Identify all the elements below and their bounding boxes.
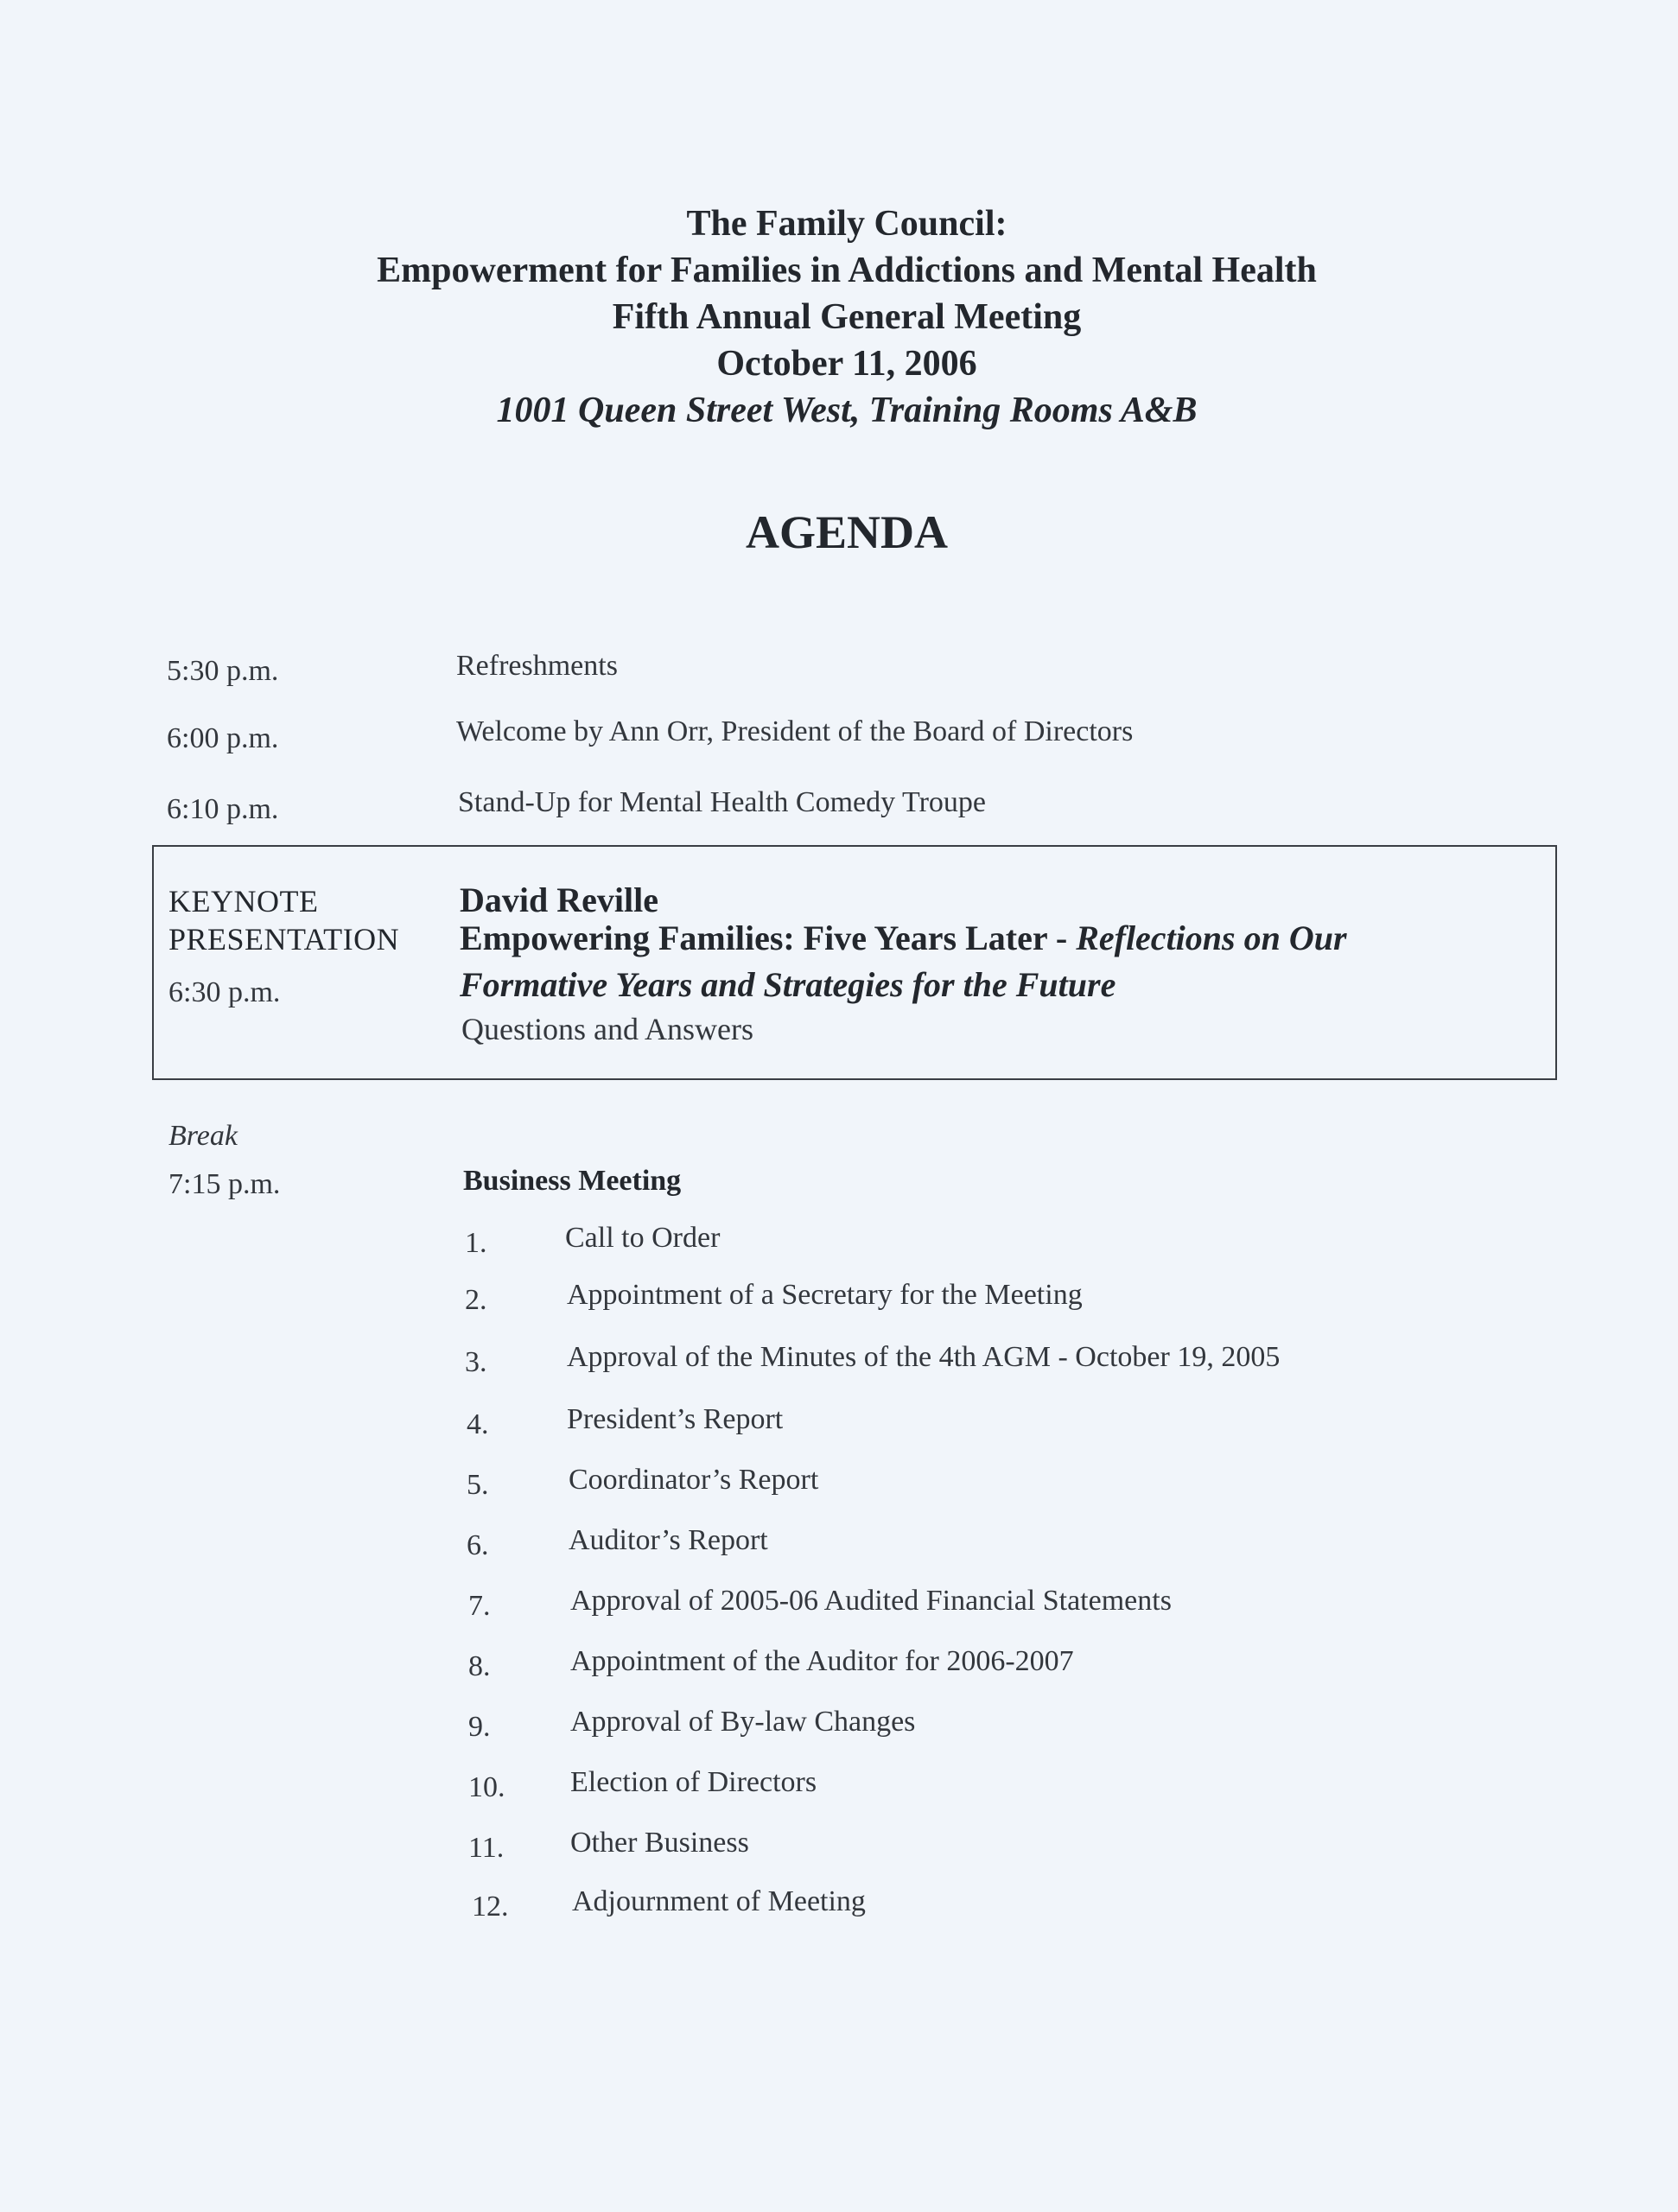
business-item-number: 1.	[465, 1227, 487, 1259]
schedule-item: Refreshments	[456, 650, 618, 682]
keynote-box	[152, 845, 1557, 1080]
business-item-number: 2.	[465, 1284, 487, 1316]
meeting-date: October 11, 2006	[716, 344, 977, 384]
break-label: Break	[168, 1120, 238, 1152]
business-item-text: Call to Order	[565, 1222, 721, 1254]
keynote-speaker: David Reville	[460, 880, 658, 919]
document-header	[0, 200, 1678, 434]
business-item-text: Approval of By-law Changes	[570, 1706, 916, 1738]
council-name: The Family Council:	[686, 204, 1007, 244]
business-item-number: 8.	[468, 1650, 491, 1682]
keynote-title-italic-1: Reflections on Our	[1076, 918, 1347, 957]
schedule-time: 5:30 p.m.	[167, 655, 279, 687]
business-item-text: Other Business	[570, 1827, 749, 1859]
keynote-title-line1	[460, 918, 1347, 958]
business-item-text: Election of Directors	[570, 1766, 817, 1798]
schedule-item: Welcome by Ann Orr, President of the Board of Directors	[456, 715, 1134, 747]
keynote-label: KEYNOTE	[168, 884, 319, 918]
business-time: 7:15 p.m.	[168, 1168, 281, 1200]
business-item-number: 9.	[468, 1711, 491, 1743]
keynote-title-line2	[460, 964, 1115, 1005]
meeting-name: Fifth Annual General Meeting	[612, 297, 1082, 337]
business-item-text: Auditor’s Report	[569, 1524, 768, 1556]
business-item-number: 12.	[472, 1891, 509, 1923]
business-item-text: Coordinator’s Report	[569, 1464, 819, 1496]
schedule-time: 6:00 p.m.	[167, 722, 279, 754]
keynote-title-main: Empowering Families: Five Years Later -	[460, 918, 1077, 957]
business-meeting-title: Business Meeting	[463, 1165, 682, 1197]
business-item-text: Approval of 2005-06 Audited Financial Statements	[570, 1585, 1172, 1617]
council-subtitle: Empowerment for Families in Addictions and Mental Health	[377, 251, 1317, 290]
meeting-location: 1001 Queen Street West, Training Rooms A&B	[496, 391, 1198, 430]
business-item-number: 11.	[468, 1832, 505, 1864]
business-item-number: 6.	[467, 1529, 489, 1561]
agenda-title: AGENDA	[745, 506, 948, 558]
schedule-time: 6:10 p.m.	[167, 793, 279, 825]
business-item-text: Appointment of the Auditor for 2006-2007	[570, 1645, 1074, 1677]
business-item-number: 10.	[468, 1771, 505, 1803]
presentation-label: PRESENTATION	[168, 922, 400, 957]
business-item-text: President’s Report	[567, 1403, 784, 1435]
schedule-item: Stand-Up for Mental Health Comedy Troupe	[458, 786, 986, 818]
keynote-title-italic-2: Formative Years and Strategies for the Future	[460, 965, 1116, 1004]
business-item-number: 5.	[467, 1469, 489, 1501]
business-item-text: Adjournment of Meeting	[572, 1885, 866, 1917]
business-item-number: 7.	[468, 1590, 491, 1622]
business-item-text: Approval of the Minutes of the 4th AGM - October 19, 2005	[567, 1341, 1281, 1373]
business-item-number: 3.	[465, 1346, 487, 1378]
keynote-time: 6:30 p.m.	[168, 976, 281, 1008]
keynote-qa: Questions and Answers	[461, 1012, 753, 1046]
business-item-number: 4.	[467, 1408, 489, 1440]
business-item-text: Appointment of a Secretary for the Meeting	[567, 1279, 1083, 1311]
